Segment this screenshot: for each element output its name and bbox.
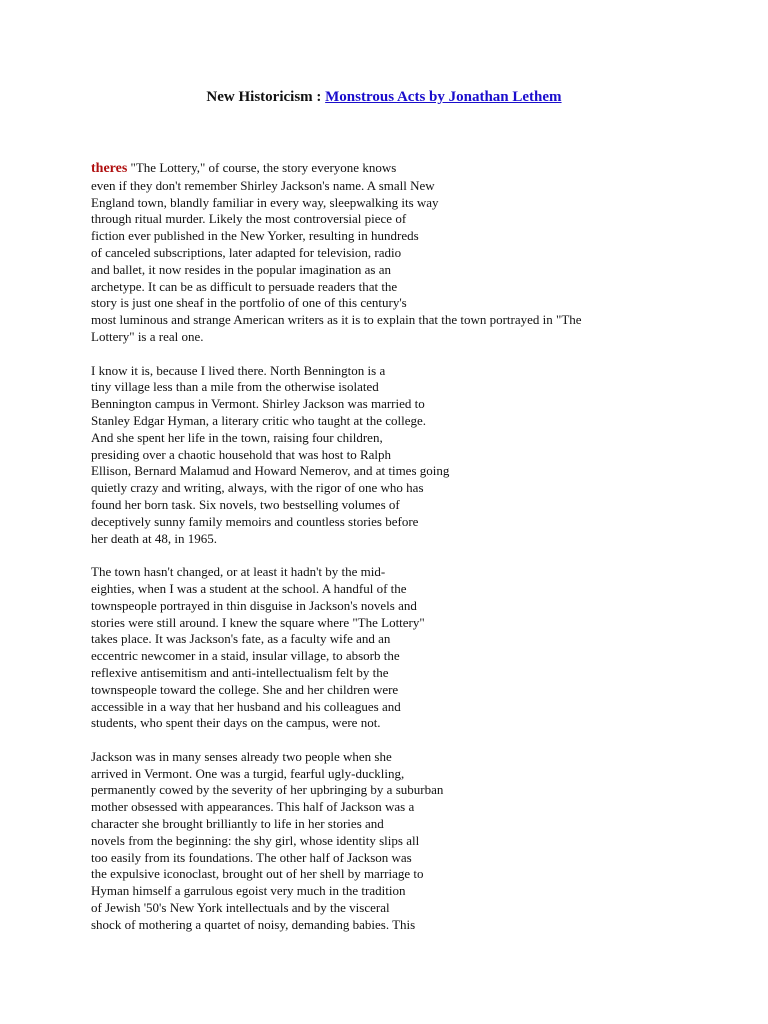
paragraph-1 xyxy=(91,160,711,346)
text-line: townspeople toward the college. She and her children were xyxy=(91,681,399,697)
text-line: Stanley Edgar Hyman, a literary critic who taught at the college. xyxy=(91,412,426,428)
text-line: her death at 48, in 1965. xyxy=(91,530,217,546)
text-line: deceptively sunny family memoirs and countless stories before xyxy=(91,513,419,529)
text-line: even if they don't remember Shirley Jackson's name. A small New xyxy=(91,177,435,193)
text-line: stories were still around. I knew the square where "The Lottery" xyxy=(91,614,425,630)
text-line: Jackson was in many senses already two people when she xyxy=(91,748,392,764)
lead-word: theres xyxy=(91,161,128,176)
text-line: through ritual murder. Likely the most controversial piece of xyxy=(91,211,407,227)
text-line: character she brought brilliantly to life in her stories and xyxy=(91,816,384,832)
text-line: fiction ever published in the New Yorker, resulting in hundreds xyxy=(91,228,419,244)
text-line: the expulsive iconoclast, brought out of her shell by marriage to xyxy=(91,866,424,882)
text-line: and ballet, it now resides in the popular imagination as an xyxy=(91,261,392,277)
text-line: reflexive antisemitism and anti-intellectualism felt by the xyxy=(91,664,389,680)
text-line: Hyman himself a garrulous egoist very much in the tradition xyxy=(91,883,406,899)
text-line xyxy=(91,160,711,178)
paragraph-2 xyxy=(91,363,711,548)
text-line: mother obsessed with appearances. This half of Jackson was a xyxy=(91,799,415,815)
paragraph-3 xyxy=(91,564,711,732)
text-line: of canceled subscriptions, later adapted for television, radio xyxy=(91,244,402,260)
text-line: archetype. It can be as difficult to persuade readers that the xyxy=(91,278,398,294)
text-line: takes place. It was Jackson's fate, as a faculty wife and an xyxy=(91,631,391,647)
text-line: England town, blandly familiar in every way, sleepwalking its way xyxy=(91,194,439,210)
text-line: most luminous and strange American writers as it is to explain that the town portrayed in "The xyxy=(91,312,582,328)
text-line: presiding over a chaotic household that was host to Ralph xyxy=(91,446,392,462)
text-line: Lottery" is a real one. xyxy=(91,328,204,344)
text-line: I know it is, because I lived there. North Bennington is a xyxy=(91,362,386,378)
text-line: And she spent her life in the town, raising four children, xyxy=(91,429,383,445)
text-line: shock of mothering a quartet of noisy, demanding babies. This xyxy=(91,916,416,932)
article-title-link[interactable]: Monstrous Acts by Jonathan Lethem xyxy=(325,89,562,105)
text-line: eighties, when I was a student at the school. A handful of the xyxy=(91,580,407,596)
text-line: Ellison, Bernard Malamud and Howard Nemerov, and at times going xyxy=(91,463,450,479)
text-line: story is just one sheaf in the portfolio of one of this century's xyxy=(91,295,407,311)
text-line: permanently cowed by the severity of her upbringing by a suburban xyxy=(91,782,444,798)
text-line: arrived in Vermont. One was a turgid, fearful ugly-duckling, xyxy=(91,765,405,781)
text-line: tiny village less than a mile from the otherwise isolated xyxy=(91,379,379,395)
text-line: Bennington campus in Vermont. Shirley Jackson was married to xyxy=(91,396,425,412)
text-line: accessible in a way that her husband and his colleagues and xyxy=(91,698,401,714)
text-line: students, who spent their days on the campus, were not. xyxy=(91,715,381,731)
text-line: eccentric newcomer in a staid, insular village, to absorb the xyxy=(91,648,400,664)
text-line: too easily from its foundations. The other half of Jackson was xyxy=(91,849,412,865)
text-line: found her born task. Six novels, two bestselling volumes of xyxy=(91,496,400,512)
text-line: of Jewish '50's New York intellectuals and by the visceral xyxy=(91,900,390,916)
text-line: The town hasn't changed, or at least it hadn't by the mid- xyxy=(91,564,386,580)
paragraph-4 xyxy=(91,749,711,934)
title-prefix: New Historicism : xyxy=(206,89,326,105)
text-line: novels from the beginning: the shy girl, whose identity slips all xyxy=(91,832,420,848)
text-line-content: "The Lottery," of course, the story everyone knows xyxy=(127,160,397,175)
article-body xyxy=(91,160,711,950)
text-line: quietly crazy and writing, always, with the rigor of one who has xyxy=(91,480,424,496)
page-title xyxy=(0,87,768,107)
text-line: townspeople portrayed in thin disguise in Jackson's novels and xyxy=(91,597,417,613)
